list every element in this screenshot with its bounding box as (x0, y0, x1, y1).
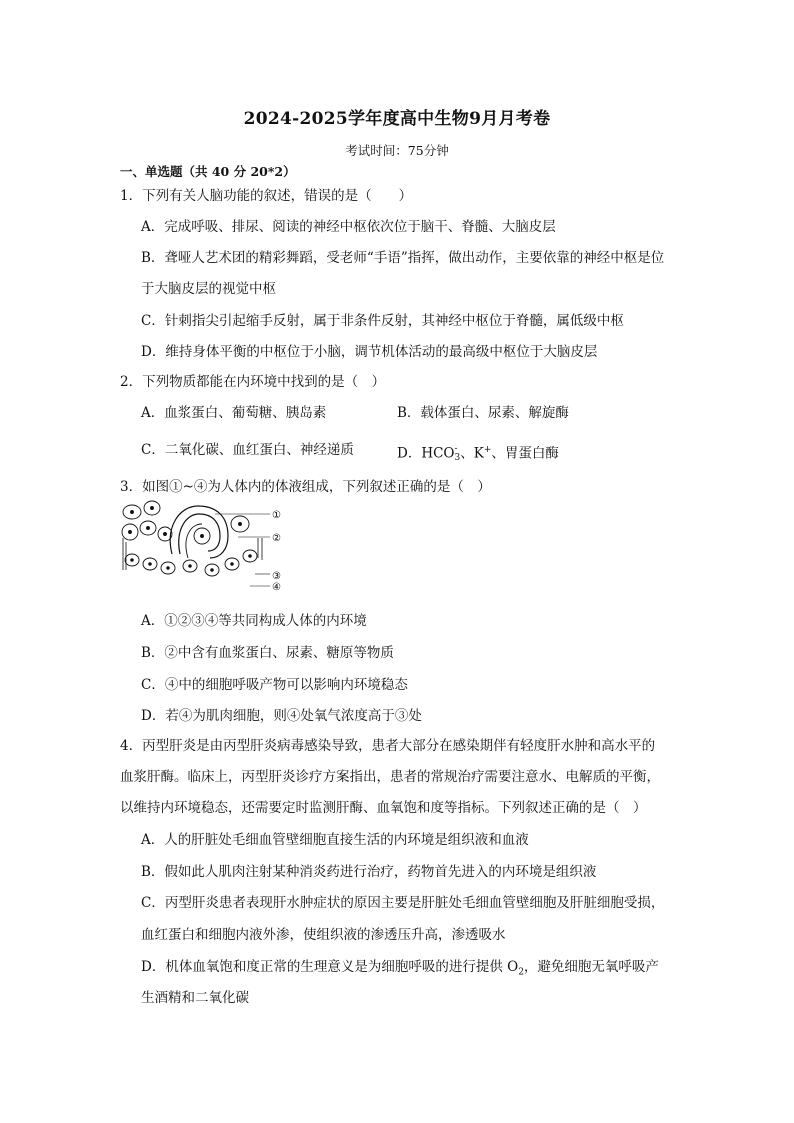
q4-option-c: C．丙型肝炎患者表现肝水肿症状的原因主要是肝脏处毛细血管壁细胞及肝脏细胞受损， (141, 895, 665, 911)
exam-time: 考试时间：75分钟 (345, 143, 449, 158)
question-1-stem: 1．下列有关人脑功能的叙述，错误的是（ ） (120, 188, 413, 204)
q4-option-d (141, 957, 659, 983)
q1-option-c: C．针刺指尖引起缩手反射，属于非条件反射，其神经中枢位于脊髓，属低级中枢 (141, 313, 624, 329)
question-2-stem: 2．下列物质都能在内环境中找到的是（ ） (120, 374, 386, 390)
q3-option-d: D．若④为肌肉细胞，则④处氧气浓度高于③处 (141, 708, 422, 724)
q2-option-c: C．二氧化碳、血红蛋白、神经递质 (141, 442, 354, 458)
q4-option-d-suffix: ，避免细胞无氧呼吸产 (523, 959, 659, 975)
figure-label-4: ④ (272, 582, 281, 593)
q4-option-a: A．人的肝脏处毛细血管壁细胞直接生活的内环境是组织液和血液 (141, 832, 529, 848)
q1-option-a: A．完成呼吸、排尿、阅读的神经中枢依次位于脑干、脊髓、大脑皮层 (141, 219, 556, 235)
question-4-stem-line-1: 4．丙型肝炎是由丙型肝炎病毒感染导致，患者大部分在感染期伴有轻度肝水肿和高水平的 (120, 738, 656, 754)
q4-option-d-prefix: D．机体血氧饱和度正常的生理意义是为细胞呼吸的进行提供 O (141, 959, 519, 975)
q2-option-d (397, 440, 559, 464)
q2-option-a: A．血浆蛋白、葡萄糖、胰岛素 (141, 405, 327, 421)
q2-option-d-mid: 、K (460, 445, 484, 462)
q3-option-b: B．②中含有血浆蛋白、尿素、糖原等物质 (141, 645, 394, 661)
q1-option-d: D．维持身体平衡的中枢位于小脑，调节机体活动的最高级中枢位于大脑皮层 (141, 344, 598, 360)
q2-option-d-sup1: - (454, 444, 458, 454)
q3-option-c: C．④中的细胞呼吸产物可以影响内环境稳态 (141, 677, 408, 693)
page-title: 2024-2025学年度高中生物9月月考卷 (243, 109, 551, 129)
q3-option-a: A．①②③④等共同构成人体的内环境 (141, 613, 367, 629)
question-3-stem: 3．如图①~④为人体内的体液组成，下列叙述正确的是（ ） (120, 479, 491, 495)
q2-option-d-suffix: 、胃蛋白酶 (491, 445, 559, 462)
q2-option-d-sup2: + (483, 445, 492, 455)
q4-option-d-continued: 生酒精和二氧化碳 (141, 990, 249, 1006)
q2-option-b: B．载体蛋白、尿素、解旋酶 (397, 405, 569, 421)
q1-option-b-continued: 于大脑皮层的视觉中枢 (141, 281, 276, 297)
figure-label-1: ① (272, 510, 281, 521)
question-4-stem-line-3: 以维持内环境稳态，还需要定时监测肝酶、血氧饱和度等指标。下列叙述正确的是（ ） (120, 800, 647, 816)
question-4-stem-line-2: 血浆肝酶。临床上，丙型肝炎诊疗方案指出，患者的常规治疗需要注意水、电解质的平衡， (120, 769, 660, 785)
body-fluid-figure (120, 498, 295, 593)
q2-option-d-sub: 3 (454, 453, 461, 463)
q4-option-d-sub: 2 (518, 967, 524, 978)
q1-option-b: B．聋哑人艺术团的精彩舞蹈，受老师“手语”指挥，做出动作，主要依靠的神经中枢是位 (141, 250, 665, 266)
figure-label-3: ③ (272, 571, 281, 582)
q2-option-d-prefix: D．HCO (397, 445, 455, 462)
q4-option-c-continued: 血红蛋白和细胞内液外渗，使组织液的渗透压升高，渗透吸水 (141, 927, 506, 943)
figure-label-2: ② (272, 533, 281, 544)
section-heading: 一、单选题（共 40 分 20*2） (120, 164, 296, 179)
q4-option-b: B．假如此人肌肉注射某种消炎药进行治疗，药物首先进入的内环境是组织液 (141, 864, 597, 880)
